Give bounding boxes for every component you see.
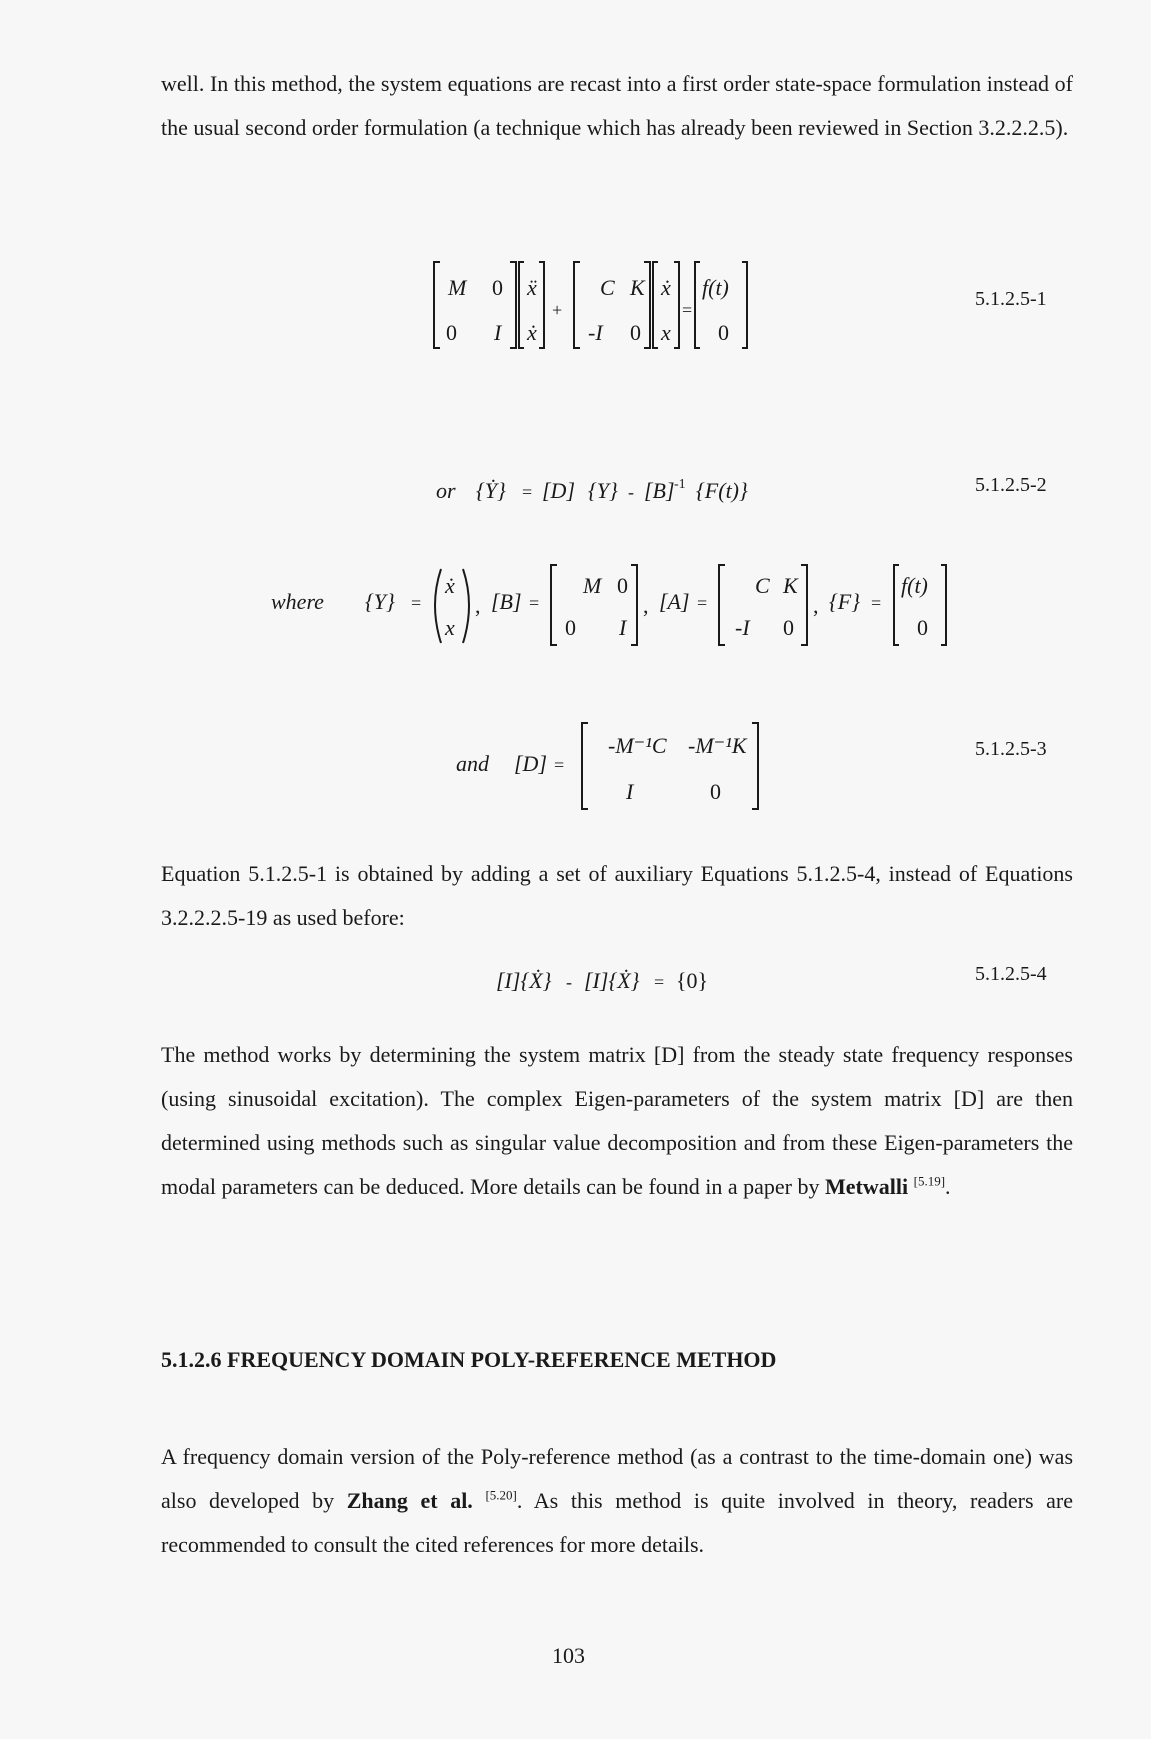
svg-text:-: - xyxy=(566,972,572,992)
eq4-mid: [I]{Ẋ} xyxy=(584,968,640,993)
svg-text:,: , xyxy=(813,593,819,618)
eq1-zero-d: 0 xyxy=(718,320,729,345)
eq1-zero-b: 0 xyxy=(446,320,457,345)
where-A-minusI: -I xyxy=(735,615,750,640)
where-F-zero: 0 xyxy=(917,615,928,640)
equation-5-1-2-5-4 xyxy=(490,960,790,1000)
where-Y: {Y} xyxy=(365,589,395,614)
eq2-B: [B] xyxy=(644,478,675,503)
equation-5-1-2-5-1 xyxy=(430,250,790,360)
eq4-right: {0} xyxy=(676,968,709,993)
where-A: [A] xyxy=(659,589,690,614)
eq3-I: I xyxy=(626,779,634,804)
eq2-inverse: -1 xyxy=(674,477,686,492)
eq1-xddot: ẍ xyxy=(527,275,537,300)
where-A-C: C xyxy=(755,573,770,598)
page-number: 103 xyxy=(552,1643,585,1668)
method-end: . xyxy=(945,1174,951,1199)
svg-text:=: = xyxy=(697,593,708,613)
where-F: {F} xyxy=(829,589,861,614)
where-B-M: M xyxy=(583,573,602,598)
where-B-zero-b: 0 xyxy=(565,615,576,640)
eq2-Ydot: {Ẏ} xyxy=(476,478,506,503)
svg-text:=: = xyxy=(871,593,882,613)
eq1-K: K xyxy=(630,275,645,300)
eq4-number: 5.1.2.5-4 xyxy=(975,963,1047,985)
method-text: The method works by determining the system matrix [D] from the steady state frequency responses (using sinusoidal excitation). The complex Eigen-parameters of the system matrix [D] are then determined using methods such as singular value decomposition and from these Eigen-parameters the modal parameters can be deduced. More details can be found in a paper by xyxy=(161,1042,1073,1199)
auxiliary-paragraph: Equation 5.1.2.5-1 is obtained by adding a set of auxiliary Equations 5.1.2.5-4, instead of Equations 3.2.2.2.5-19 as used before: xyxy=(161,861,1073,930)
poly-paragraph xyxy=(161,1435,1073,1567)
intro-paragraph: well. In this method, the system equations are recast into a first order state-space formulation instead of the usual second order formulation (a technique which has already been reviewed in Section 3.2.2.2.5). xyxy=(161,71,1073,140)
eq1-xdot2: ẋ xyxy=(661,275,671,300)
where-F-ft: f(t) xyxy=(901,573,928,598)
where-A-zero: 0 xyxy=(783,615,794,640)
eq2-D: [D] xyxy=(542,478,576,503)
eq2-number: 5.1.2.5-2 xyxy=(975,474,1047,496)
eq1-xdot: ẋ xyxy=(527,320,537,345)
svg-text:=: = xyxy=(529,593,540,613)
equation-5-1-2-5-3 xyxy=(450,715,810,815)
eq3-minusMinvK: -M⁻¹K xyxy=(688,733,747,758)
method-author: Metwalli xyxy=(825,1174,909,1199)
svg-text:=: = xyxy=(411,593,422,613)
eq2-Ft: {F(t)} xyxy=(696,478,748,503)
eq1-M: M xyxy=(448,275,467,300)
svg-text:-: - xyxy=(628,482,634,502)
where-label: where xyxy=(271,589,324,614)
poly-text-2: . As this method is quite involved in theory, readers are recommended to consult the cited references for more details. xyxy=(161,1488,1073,1557)
svg-text:+: + xyxy=(552,300,563,320)
eq1-minusI: -I xyxy=(588,320,603,345)
eq1-I: I xyxy=(494,320,502,345)
where-x: x xyxy=(445,615,455,640)
where-B-zero-a: 0 xyxy=(617,573,628,598)
eq2-or: or xyxy=(436,478,456,503)
poly-author: Zhang et al. xyxy=(346,1488,473,1513)
svg-text:=: = xyxy=(522,482,533,502)
eq1-C: C xyxy=(600,275,615,300)
eq3-and: and xyxy=(456,751,489,776)
where-A-K: K xyxy=(783,573,798,598)
where-B: [B] xyxy=(491,589,522,614)
eq2-Y: {Y} xyxy=(588,478,618,503)
method-paragraph xyxy=(161,1033,1073,1209)
poly-ref: [5.20] xyxy=(485,1487,517,1503)
eq1-number: 5.1.2.5-1 xyxy=(975,288,1047,310)
eq1-ft: f(t) xyxy=(702,275,729,300)
eq3-D: [D] xyxy=(514,751,548,776)
svg-text:,: , xyxy=(475,593,481,618)
eq1-zero-a: 0 xyxy=(492,275,503,300)
equation-5-1-2-5-2 xyxy=(430,470,830,510)
svg-text:=: = xyxy=(654,972,665,992)
eq4-left: [I]{Ẋ} xyxy=(496,968,552,993)
where-B-I: I xyxy=(619,615,627,640)
svg-text:,: , xyxy=(643,593,649,618)
svg-text:=: = xyxy=(554,755,565,775)
where-xdot: ẋ xyxy=(445,573,455,598)
eq3-number: 5.1.2.5-3 xyxy=(975,738,1047,760)
method-ref: [5.19] xyxy=(913,1173,946,1189)
eq1-x: x xyxy=(661,320,671,345)
svg-text:=: = xyxy=(682,300,693,320)
section-heading: 5.1.2.6 FREQUENCY DOMAIN POLY-REFERENCE METHOD xyxy=(161,1347,777,1372)
equation-where-definitions xyxy=(265,555,985,655)
eq1-zero-c: 0 xyxy=(630,320,641,345)
poly-text-1: A frequency domain version of the Poly-reference method (as a contrast to the time-domain one) was also developed by xyxy=(161,1444,1073,1513)
eq3-zero: 0 xyxy=(710,779,721,804)
eq3-minusMinvC: -M⁻¹C xyxy=(608,733,667,758)
